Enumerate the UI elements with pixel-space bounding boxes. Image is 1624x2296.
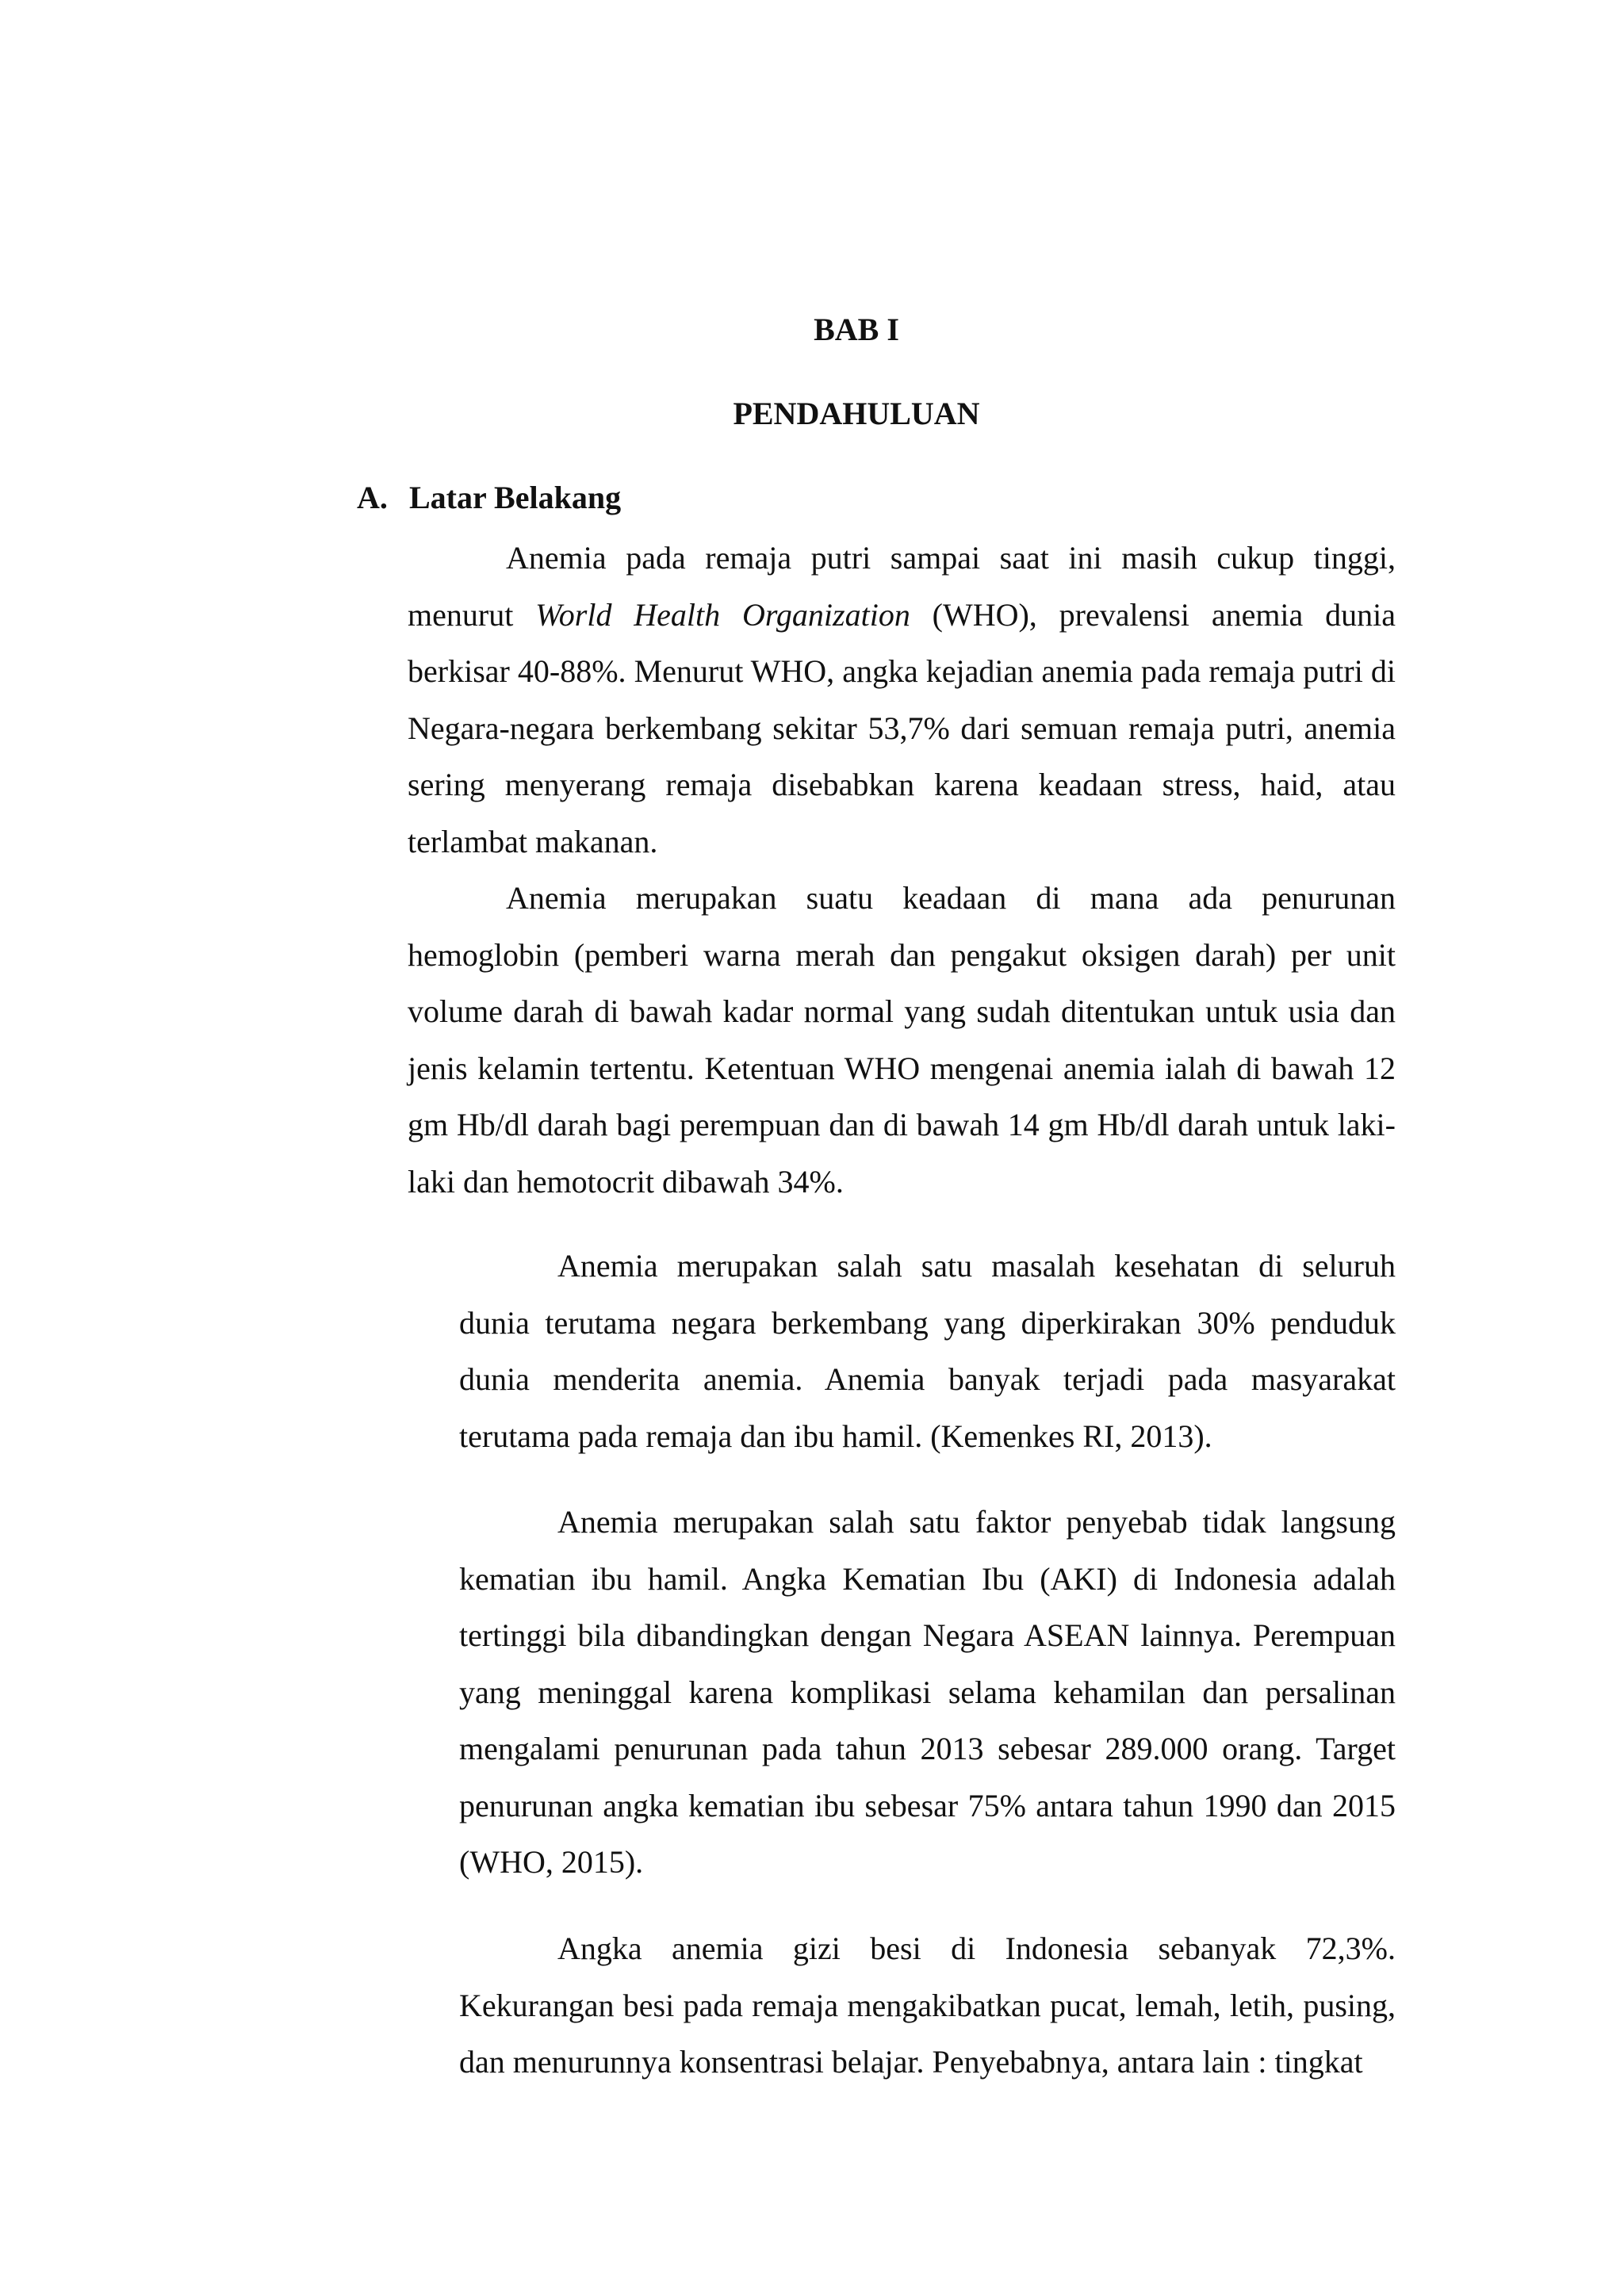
paragraph-3: Anemia merupakan salah satu masalah kesehatan di seluruh dunia terutama negara berkembang yang diperkirakan 30% penduduk dunia menderita anemia. Anemia banyak terjadi pada masyarakat terutama pada remaja dan ibu hamil. (Kemenkes RI, 2013). [459,1248,1396,1454]
chapter-number: BAB I [814,312,899,347]
paragraph-2: Anemia merupakan suatu keadaan di mana ada penurunan hemoglobin (pemberi warna merah dan pengakut oksigen darah) per unit volume darah di bawah kadar normal yang sudah ditentukan untuk usia dan jenis kelamin tertentu. Ketentuan WHO mengenai anemia ialah di bawah 12 gm Hb/dl darah bagi perempuan dan di bawah 14 gm Hb/dl darah untuk laki-laki dan hemotocrit dibawah 34%. [408,880,1396,1200]
section-heading [357,479,621,517]
paragraph-1-italic-term: World Health Organization [535,596,910,633]
chapter-title: PENDAHULUAN [733,396,980,431]
section-letter: A. [357,480,388,515]
paragraph-4: Anemia merupakan salah satu faktor penyebab tidak langsung kematian ibu hamil. Angka Kematian Ibu (AKI) di Indonesia adalah tertinggi bila dibandingkan dengan Negara ASEAN lainnya. Perempuan yang meninggal karena komplikasi selama kehamilan dan persalinan mengalami penurunan pada tahun 2013 sebesar 289.000 orang. Target penurunan angka kematian ibu sebesar 75% antara tahun 1990 dan 2015 (WHO, 2015). [459,1504,1396,1880]
paragraph-5: Angka anemia gizi besi di Indonesia sebanyak 72,3%. Kekurangan besi pada remaja mengakibatkan pucat, lemah, letih, pusing, dan menurunnya konsentrasi belajar. Penyebabnya, antara lain : tingkat [459,1931,1396,2080]
paragraph-1-text-end: (WHO), prevalensi anemia dunia berkisar 40-88%. Menurut WHO, angka kejadian anemia pada remaja putri di Negara-negara berkembang sekitar 53,7% dari semuan remaja putri, anemia sering menyerang remaja disebabkan karena keadaan stress, haid, atau terlambat makanan. [408,596,1396,859]
paragraph-1 [408,530,1396,870]
section-title: Latar Belakang [409,480,622,515]
paragraph-1-text-start: Anemia pada remaja putri sampai saat ini masih cukup tinggi, menurut [408,540,1396,633]
